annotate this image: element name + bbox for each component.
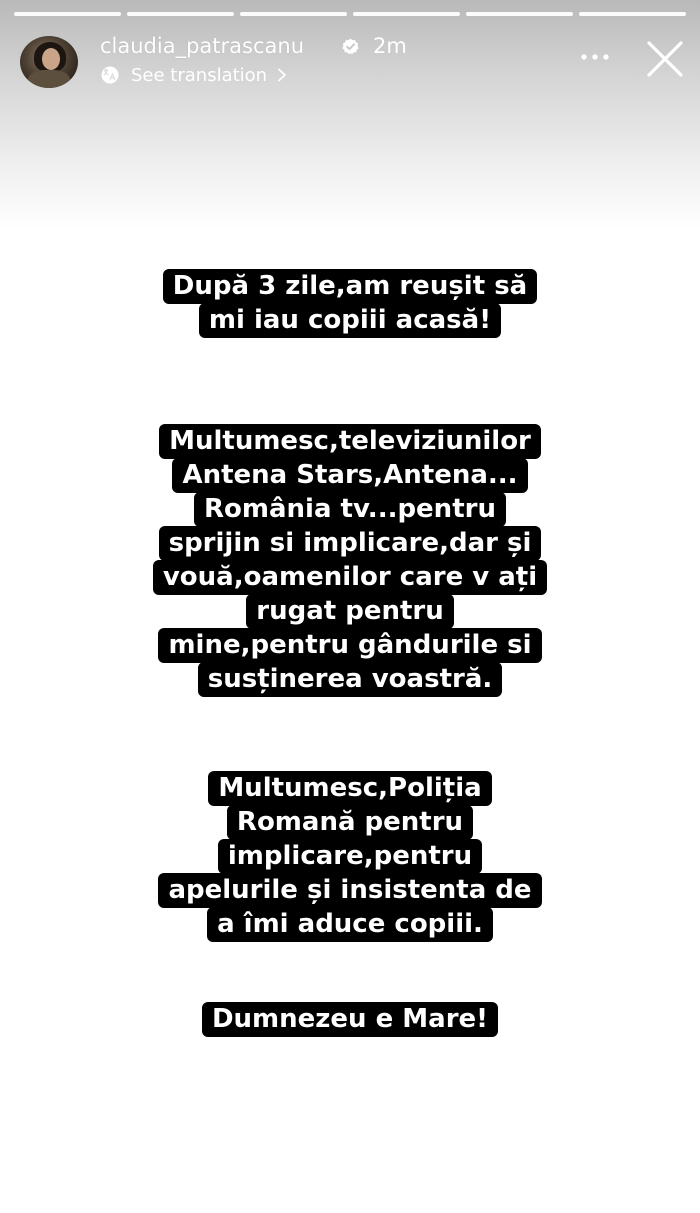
story-text-line: sprijin si implicare,dar și xyxy=(159,526,542,561)
avatar[interactable] xyxy=(20,36,78,88)
story-text-line: Romană pentru xyxy=(227,805,473,840)
story-text-line: susținerea voastră. xyxy=(198,662,503,697)
story-paragraph xyxy=(0,425,700,697)
chevron-right-icon xyxy=(276,68,288,82)
username[interactable]: claudia_patrascanu xyxy=(100,34,305,58)
story-text-line: implicare,pentru xyxy=(218,839,482,874)
story-text-line: vouă,oamenilor care v ați xyxy=(153,560,547,595)
see-translation-button[interactable] xyxy=(100,62,288,88)
story-text-line: După 3 zile,am reușit să xyxy=(163,269,537,304)
story-text-line: mine,pentru gândurile si xyxy=(158,628,541,663)
more-options-icon[interactable] xyxy=(580,52,610,62)
progress-segment xyxy=(14,12,121,16)
story-paragraph xyxy=(0,1003,700,1037)
story-text-line: apelurile și insistenta de xyxy=(158,873,541,908)
translate-icon xyxy=(100,65,120,85)
story-text-line: mi iau copiii acasă! xyxy=(199,303,501,338)
close-icon[interactable] xyxy=(646,40,684,78)
see-translation-label: See translation xyxy=(131,64,268,86)
story-text-line: a îmi aduce copiii. xyxy=(207,907,493,942)
progress-segment xyxy=(127,12,234,16)
story-text-line: România tv...pentru xyxy=(194,492,506,527)
progress-segment xyxy=(240,12,347,16)
progress-segment xyxy=(466,12,573,16)
story-text-line: Multumesc,televiziunilor xyxy=(159,424,541,459)
story-paragraph xyxy=(0,772,700,942)
story-paragraph xyxy=(0,270,700,338)
avatar-body xyxy=(28,70,70,88)
story-text-line: Dumnezeu e Mare! xyxy=(202,1002,498,1037)
progress-segment xyxy=(353,12,460,16)
avatar-face xyxy=(42,48,60,70)
story-header xyxy=(20,34,690,92)
post-time: 2m xyxy=(373,34,407,58)
verified-badge-icon xyxy=(342,38,359,55)
story-text-line: Multumesc,Poliția xyxy=(208,771,491,806)
story-text-line: Antena Stars,Antena... xyxy=(172,458,527,493)
story-progress-bar xyxy=(14,12,686,16)
progress-segment xyxy=(579,12,686,16)
story-text-line: rugat pentru xyxy=(246,594,453,629)
